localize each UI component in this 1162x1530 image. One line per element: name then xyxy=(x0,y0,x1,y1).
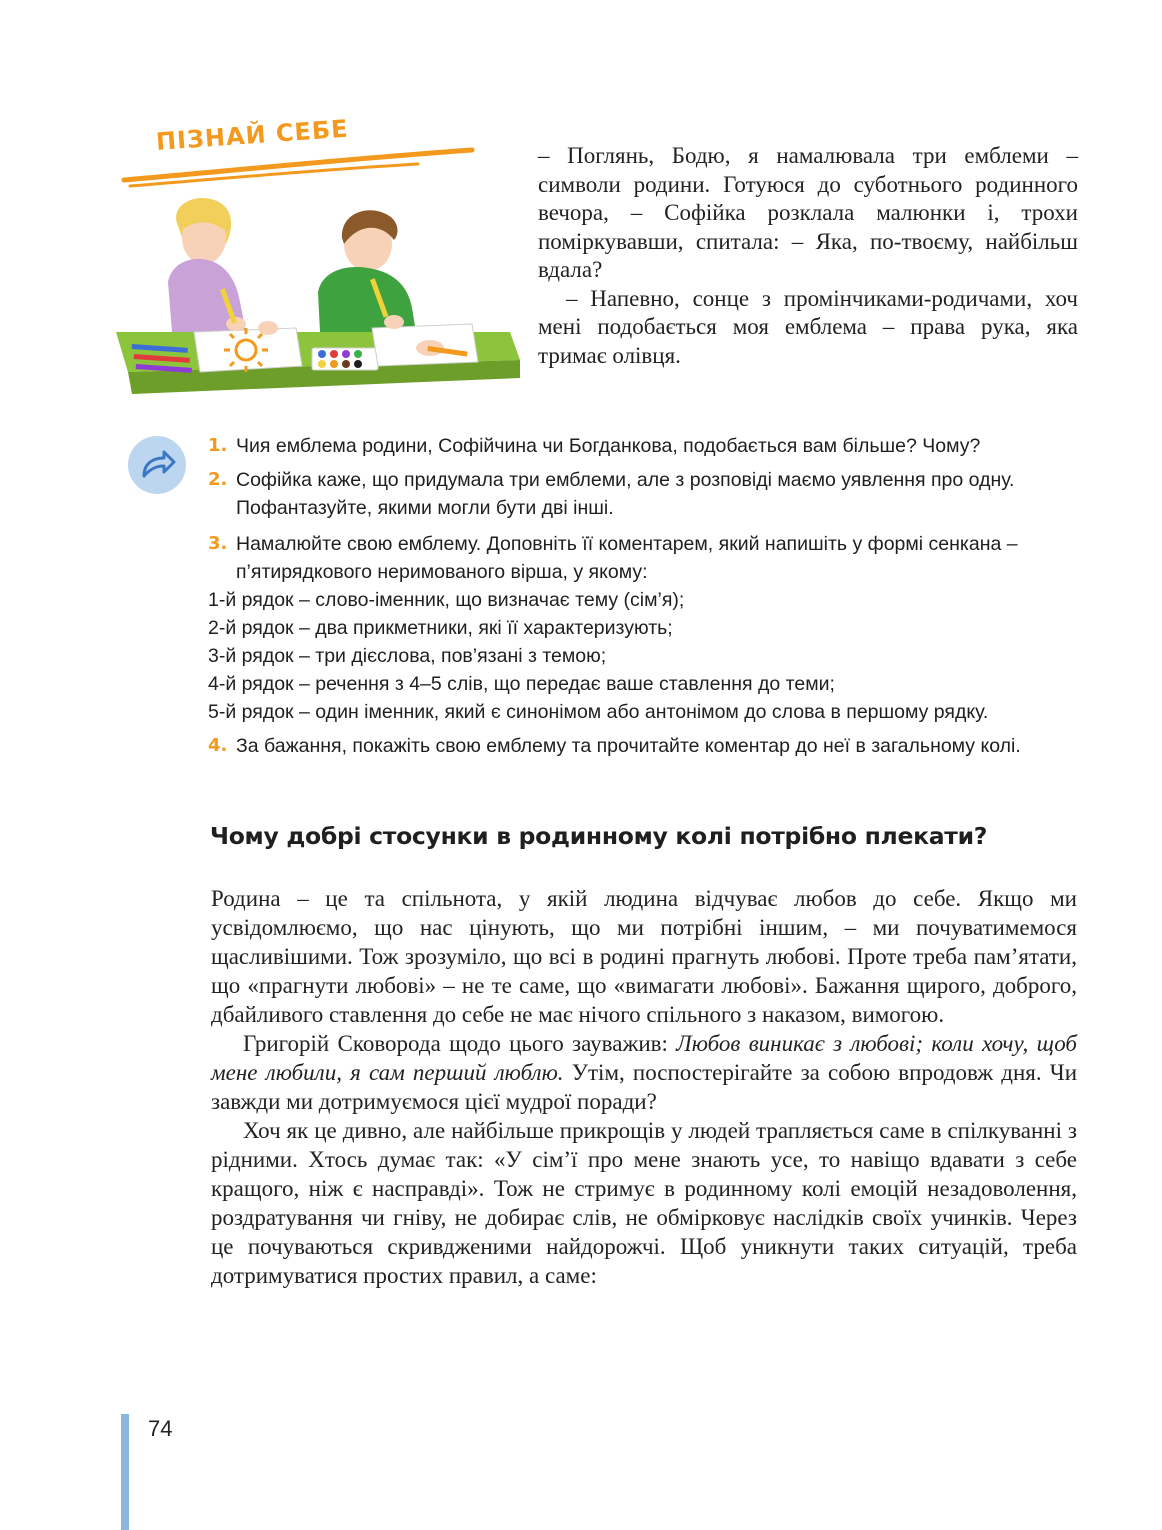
task-text: Намалюйте свою емблему. Доповніть її коментарем, який напишіть у формі сенкана – п’ятирядкового неримованого вірша, у якому: xyxy=(236,533,1018,583)
body-text-run: Утім, поспостерігайте за собою впродовж дня. Чи завжди ми дотримуємося цієї мудрої поради? xyxy=(211,1060,1077,1114)
task-text: Софійка каже, що придумала три емблеми, але з розповіді маємо уявлення про одну. Пофантазуйте, якими могли бути дві інші. xyxy=(236,469,1015,519)
dialogue-paragraph: – Напевно, сонце з промінчиками-родичами, хоч мені подобається моя емблема – права рука, яка тримає олівця. xyxy=(538,285,1078,368)
task-item xyxy=(208,732,1088,760)
task-number: 1. xyxy=(208,435,228,456)
body-paragraph xyxy=(211,1029,1077,1116)
dialogue-text xyxy=(538,142,1078,370)
curved-arrow-icon xyxy=(128,436,186,494)
children-drawing-illustration xyxy=(112,182,522,402)
body-text xyxy=(211,884,1077,1290)
task-text: Чия емблема родини, Софійчина чи Богданкова, подобається вам більше? Чому? xyxy=(236,435,981,457)
senkan-line: 4-й рядок – речення з 4–5 слів, що передає ваше ставлення до теми; xyxy=(208,673,835,695)
skovoroda-quote: Любов виникає з любові; коли хочу, щоб мене любили, я сам перший люблю. xyxy=(211,1031,1077,1085)
body-text-run: Григорій Сковорода щодо цього зауважив: xyxy=(243,1031,677,1056)
task-item xyxy=(208,466,1078,522)
senkan-line: 2-й рядок – два прикметники, які її характеризують; xyxy=(208,617,673,639)
section-heading: Чому добрі стосунки в родинному колі потрібно плекати? xyxy=(210,822,988,850)
dialogue-paragraph: – Поглянь, Бодю, я намалювала три емблеми – символи родини. Готуюся до суботнього родинного вечора, – Софійка розклала малюнки і, трохи поміркувавши, спитала: – Яка, по-твоєму, найбільш вдала? xyxy=(538,143,1078,282)
senkan-rules xyxy=(208,586,1108,726)
page-number: 74 xyxy=(148,1416,173,1441)
page-margin-bar xyxy=(121,1414,129,1530)
senkan-line: 1-й рядок – слово-іменник, що визначає тему (сім’я); xyxy=(208,589,685,611)
task-item xyxy=(208,432,1098,460)
task-number: 2. xyxy=(208,469,228,490)
section-banner-title: ПІЗНАЙ СЕБЕ xyxy=(155,114,350,156)
task-text: За бажання, покажіть свою емблему та прочитайте коментар до неї в загальному колі. xyxy=(236,735,1021,757)
task-number: 4. xyxy=(208,735,228,756)
senkan-line: 5-й рядок – один іменник, який є синонімом або антонімом до слова в першому рядку. xyxy=(208,701,989,723)
body-paragraph: Родина – це та спільнота, у якій людина відчуває любов до себе. Якщо ми усвідомлюємо, що нас цінують, що ми потрібні іншим, – ми почуватимемося щасливішими. Тож зрозуміло, що всі в родині прагнуть любові. Проте треба пам’ятати, що «прагнути любові» – не те саме, що «вимагати любові». Бажання щирого, доброго, дбайливого ставлення до себе не має нічого спільного з наказом, вимогою. xyxy=(211,886,1077,1027)
task-number: 3. xyxy=(208,533,228,554)
body-paragraph: Хоч як це дивно, але найбільше прикрощів у людей трапляється саме в спілкуванні з рідними. Хтось думає так: «У сім’ї про мене знають усе, то навіщо вдавати з себе кращого, ніж є насправді». Тож не стримує в родинному колі емоцій незадоволення, роздратування чи гніву, не добирає слів, не обмірковує наслідків своїх учинків. Через це почуваються скривдженими найдорожчі. Щоб уникнути таких ситуацій, треба дотримуватися простих правил, а саме: xyxy=(211,1118,1077,1288)
task-item xyxy=(208,530,1038,586)
senkan-line: 3-й рядок – три дієслова, пов’язані з темою; xyxy=(208,645,607,667)
